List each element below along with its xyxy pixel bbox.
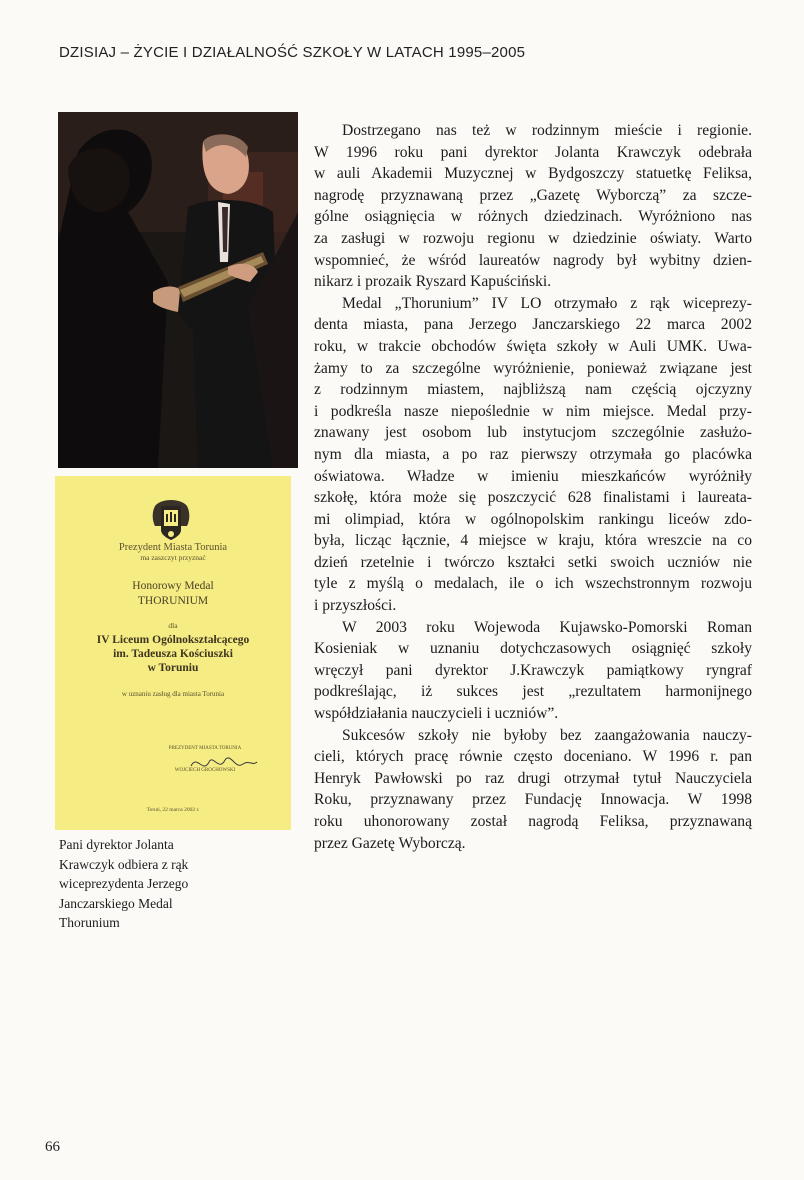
certificate-issuer: Prezydent Miasta Torunia [118,542,228,553]
caption-line: Krawczyk odbiera z rąk [59,856,189,872]
body-line: mi olimpiad, która w ogólnopolskim rankingu liceów zdo- [314,510,752,528]
certificate-date: Toruń, 22 marca 2002 r. [146,807,200,813]
body-line: W 2003 roku Wojewoda Kujawsko-Pomorski Roman [342,618,752,636]
caption-line: Thorunium [59,915,120,931]
body-line: wręczył pani dyrektor J.Krawczyk pamiątkowy ryngraf [314,661,752,679]
certificate-signature-title: PREZYDENT MIASTA TORUNIA [168,746,242,751]
certificate-school-line2: im. Tadeusza Kościuszki [113,648,233,660]
body-line: żamy to za szczególne wyróżnienie, ponieważ związane jest [314,359,752,377]
photo-caption [59,835,259,933]
body-line: podkreślając, iż sukces jest „rezultatem harmonijnego [314,683,752,701]
body-line: znawany jest osobom lub instytucjom szczególnie zasłużo- [314,424,752,442]
body-line: Dostrzegano nas też w rodzinnym mieście i regionie. [342,122,752,139]
body-line: tyle z myślą o medalach, ile o ich wszechstronnym rozwoju [314,575,752,593]
page-number: 66 [45,1139,60,1155]
body-line: Henryk Pawłowski po raz drugi otrzymał tytuł Nauczyciela [314,769,752,787]
body-line: gólne osiągnięcia w różnych dziedzinach. Wyróżniono nas [314,208,752,226]
caption-line: Janczarskiego Medal [59,895,173,911]
award-ceremony-illustration [58,112,298,468]
handwritten-signature-icon [183,744,263,784]
certificate-merit: w uznaniu zasług dla miasta Torunia [121,690,225,698]
body-line: Medal „Thorunium” IV LO otrzymało z rąk wiceprezy- [342,294,752,312]
running-header: DZISIAJ – ŻYCIE I DZIAŁALNOŚĆ SZKOŁY W LATACH 1995–2005 [59,44,526,61]
body-line: dzień rzetelnie i twórczo kształci setki swoich uczniów nie [314,553,752,571]
certificate-signature-name: WOJCIECH GROCHOWSKI [174,768,236,773]
torun-coat-of-arms-icon [151,496,191,542]
body-line: była, licząc łącznie, 4 miejsce w kraju, która wreszcie na co [314,532,752,550]
body-line: roku uhonorowany został nagrodą Feliksa, przyznawaną [314,813,752,830]
body-line: szkołę, która może się poszczycić 628 finalistami i laureata- [314,489,752,507]
body-line: nikarz i prozaik Ryszard Kapuściński. [314,273,552,291]
body-line: roku, w trakcie obchodów święta szkoły w Auli UMK. Uwa- [314,337,752,355]
body-line: z rodzinnym miastem, najbliższą nam częścią ojczyzny [314,381,752,399]
body-line: denta miasta, pana Jerzego Janczarskiego 22 marca 2002 [314,316,752,334]
body-line: Roku, przyznawany przez Fundację Innowacja. W 1998 [314,791,752,809]
certificate-school-line3: w Toruniu [147,662,199,674]
body-line: wspomnieć, że wśród laureatów nagrody był wybitny dzien- [314,251,752,269]
certificate-medal-line2: THORUNIUM [137,595,209,607]
certificate-school-line1: IV Liceum Ogólnokształcącego [96,634,250,646]
body-line: przez Gazetę Wyborczą. [314,834,466,852]
body-line: za zasługi w rozwoju regionu w dziedzinie oświaty. Warto [314,229,752,247]
body-line: Sukcesów szkoły nie byłoby bez zaangażowania nauczy- [342,726,752,744]
body-line: cieli, których pracę równie często doceniano. W 1996 r. pan [314,748,752,766]
body-line: Kosieniak w uznaniu dotychczasowych osiągnięć szkoły [314,640,752,658]
certificate-honor: ma zaszczyt przyznać [140,553,206,562]
award-ceremony-photo [58,112,298,468]
body-line: i przyszłości. [314,597,397,615]
body-line: nym dla miasta, a po raz pierwszy otrzymała go placówka [314,445,752,463]
caption-line: wiceprezydenta Jerzego [59,876,189,892]
body-line: w auli Akademii Muzycznej w Bydgoszczy statuetkę Feliksa, [314,165,752,183]
body-line: współdziałania nauczycieli i uczniów”. [314,705,559,723]
certificate-for: dla [168,621,178,630]
body-line: i podkreśla nasze niepoślednie w nim miejsce. Medal przy- [314,402,752,420]
body-line: nagrodę przyznawaną przez „Gazetę Wyborczą” za szcze- [314,186,752,204]
medal-certificate [55,476,291,830]
caption-line: Pani dyrektor Jolanta [59,837,174,852]
article-body [314,120,752,854]
certificate-medal-line1: Honorowy Medal [132,580,214,592]
body-line: W 1996 roku pani dyrektor Jolanta Krawczyk odebrała [314,143,752,161]
body-line: oświatowa. Władze w imieniu mieszkańców wyróżniły [314,467,752,485]
